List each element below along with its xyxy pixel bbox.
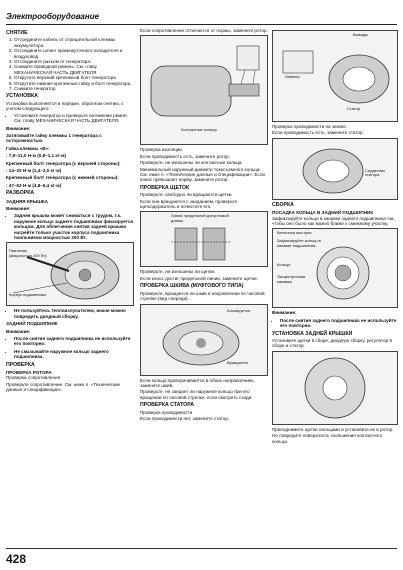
fig-label-fix-ring: Зафиксируйте кольцо в канавке подшипника: [277, 238, 321, 249]
figure-brush: [140, 211, 268, 267]
check-heading: ПРОВЕРКА: [6, 361, 35, 368]
attention-label: Внимание:: [6, 125, 31, 131]
figure-bearing-ring: [272, 228, 398, 308]
column-2: [140, 28, 268, 422]
step-2-text: Если проводимость есть, замените ротор.: [140, 153, 231, 159]
page-number: 428: [6, 552, 27, 566]
removal-step: 2. Отсоедините шланг промежуточного охладителя и воздуховод.: [14, 48, 134, 59]
removal-step: 1. Отсоедините кабель от отрицательной клеммы аккумулятора.: [14, 37, 134, 48]
attention-label: Внимание:: [272, 310, 297, 316]
rear-cover-attention: • Задняя крышка может сниматься с трудом, т.к. наружное кольцо заднего подшипника фиксируется кольцом. Для облегчения снятия задней крышки нагрейте только участок корпуса подшипника паяльником мощностью 200 Вт.: [14, 213, 134, 240]
attention-text: Затягивайте гайку клеммы 1 генератора с осторожностью.: [6, 132, 102, 144]
stator-step-2: Проверка проводимости на землю: [272, 124, 346, 129]
removal-step: 3. Отсоедините разъем от генератора.: [14, 59, 134, 64]
disassembly-heading: РАЗБОРКА: [6, 190, 35, 197]
figure-rotor: [140, 35, 268, 145]
fig-label-slip-rings: Контактные кольца: [181, 127, 217, 133]
brush-heading: ПРОВЕРКА ЩЕТОК: [140, 184, 190, 191]
fig-label-stator: Статор: [347, 106, 361, 111]
fig-label-locks: Блокируется: [227, 307, 251, 313]
fig-label-rotates: Вращается: [227, 359, 248, 365]
step-3: Проверьте, не изношены ли контактные кольца.: [140, 160, 243, 166]
bearing-attention-item: • После снятия заднего подшипника не используйте его повторно.: [14, 336, 134, 347]
ring-heading: ПОСАДКА КОЛЬЦА В ЗАДНИЙ ПОДШИПНИК: [272, 210, 374, 216]
attention-label: Внимание:: [6, 328, 31, 334]
brush-step-1-text: Если они вращаются с заеданием, проверьте щеткодержатель и почистите его.: [140, 198, 238, 210]
fig-label-protrusion: Величина выступа: [277, 230, 312, 236]
pulley-text-2: Если кольцо проворачивается в обоих направлениях, замените шкив.: [140, 377, 255, 388]
footer-divider: [6, 548, 397, 549]
install-intro: Установка выполняется в порядке, обратном снятию, с учетом следующего:: [6, 100, 124, 112]
removal-heading: СНЯТИЕ: [6, 30, 28, 36]
fig-label-bearing-housing: Корпус подшипника: [9, 292, 46, 298]
ring-attention: • После снятия заднего подшипника не используйте его повторно.: [280, 318, 398, 329]
figure-soldering-iron: [6, 242, 134, 306]
fig-label-iron: Паяльник (мощностью 200 Вт): [9, 248, 47, 258]
column-1: [6, 28, 134, 394]
stator-step-2-text: Если проводимость есть, замените статор.: [272, 130, 364, 136]
rear-install-step-1: Установите щетки в сборе, диодную сборку, регулятор в сборе и статор.: [272, 338, 392, 349]
rear-cover-heading: ЗАДНЯЯ КРЫШКА: [6, 198, 48, 204]
header-divider: [6, 24, 397, 25]
step-2: Проверка изоляции: [140, 147, 182, 153]
pulley-heading: ПРОВЕРКА ШКИВА (МУФТОВОГО ТИПА): [140, 283, 244, 290]
figure-stator-ground: [272, 138, 398, 200]
figure-stator-continuity: [272, 30, 398, 122]
removal-steps: [6, 37, 134, 91]
heat-warning: • Не пользуйтесь теплоизлучателем, иначе можно повредить диодный сборку.: [14, 308, 134, 319]
fig-label-core: Сердечник статора: [365, 167, 385, 178]
figure-pulley: [140, 304, 268, 376]
rotor-resistance-note: Если сопротивление отличается от нормы, замените ротор.: [140, 28, 268, 33]
rotor-step-1-text: Проверьте сопротивление. См. ниже п. «Технические данные и спецификации».: [6, 381, 121, 393]
fig-label-ohmmeter: Омметр: [285, 74, 300, 79]
removal-step: 7. Снимите генератор.: [14, 86, 134, 91]
column-3: [272, 28, 398, 445]
stator-step-1: Проверка проводимости: [140, 409, 193, 415]
rear-bearing-heading: ЗАДНИЙ ПОДШИПНИК: [6, 321, 58, 327]
brush-step-2: Проверьте, не изношены ли щетки.: [140, 269, 216, 275]
fig-label-wear-limit: Линия предельной допустимой длины: [171, 213, 229, 224]
torque-b-label: Гайка клеммы «B»:: [6, 145, 50, 151]
rear-install-heading: УСТАНОВКА ЗАДНЕЙ КРЫШКИ: [272, 330, 353, 337]
removal-step: 6. Открутите нижние крепежные гайку и болт генератора.: [14, 81, 134, 86]
brush-step-2-text: Если износ достиг предельной линии, замените щетки.: [140, 275, 258, 281]
fig-label-groove: Эксцентричная канавка: [277, 274, 306, 285]
stator-step-1-text: Если проводимости нет, замените статор.: [140, 415, 230, 421]
torque-upper-label: Крепежный болт генератора (с верхней стороны):: [6, 160, 121, 166]
install-heading: УСТАНОВКА: [6, 93, 38, 100]
brush-step-1: Проверьте, свободно ли вращаются щетки.: [140, 192, 233, 198]
assembly-heading: СБОРКА: [272, 201, 294, 208]
stator-heading: ПРОВЕРКА СТАТОРА: [140, 402, 194, 409]
pulley-text: Проверьте, вращается ли шкив в направлении по часовой стрелке (вид спереди).: [140, 290, 265, 302]
torque-upper-value: : 14–20 Н·м (1,4–2,0 кг·м): [6, 167, 62, 173]
fig-label-ring: Кольцо: [277, 262, 291, 268]
fig-label-outputs: Выводы: [353, 32, 368, 37]
install-bullet: • Установите генератор и проверьте натяжение ремня. См. главу МЕХАНИЧЕСКАЯ ЧАСТЬ ДВИГАТЕЛЯ.: [14, 113, 134, 124]
figure-rear-assembly: [272, 351, 398, 425]
header-title: Электрооборудование: [6, 12, 100, 21]
torque-b-value: : 7,9–11,0 Н·м (0,8–1,1 кг·м): [6, 153, 67, 159]
rotor-step-1: Проверка сопротивления: [6, 375, 61, 381]
ring-text: Зафиксируйте кольцо в канавке заднего подшипника так, чтобы оно было как можно ближе к смежному участку.: [272, 215, 395, 227]
removal-step: 4. Снимите приводной ремень. См. главу МЕХАНИЧЕСКАЯ ЧАСТЬ ДВИГАТЕЛЯ.: [14, 64, 134, 75]
torque-lower-label: Крепежный болт генератора (с нижней стороны):: [6, 175, 119, 181]
rotor-check-heading: ПРОВЕРКА РОТОРА: [6, 370, 52, 376]
pulley-illustration: [141, 305, 267, 375]
rear-install-step-2-text: Не повредите поверхность скольжения контактного кольца.: [272, 433, 383, 444]
bearing-attention-item: • Не смазывайте наружное кольцо заднего подшипника.: [14, 349, 134, 360]
attention-label: Внимание:: [6, 205, 31, 211]
torque-lower-value: : 47–63 Н·м (4,8–6,4 кг·м): [6, 182, 62, 188]
step-3-text: Минимальный наружный диаметр токосъемного кольца: См. ниже п. «Технические данные и спецификации». Если износ превышает норму, замените ротор.: [140, 166, 265, 183]
pulley-text-3: Проверьте, не заедает ли наружное кольцо при его вращении по часовой стрелке, если смотреть сзади.: [140, 389, 253, 400]
rear-assembly-illustration: [273, 352, 397, 424]
rear-install-step-2: Приподнимите щетки пальцами и установите их в ротор.: [272, 426, 394, 432]
removal-step: 5. Открутите верхний крепежный болт генератора.: [14, 75, 134, 80]
